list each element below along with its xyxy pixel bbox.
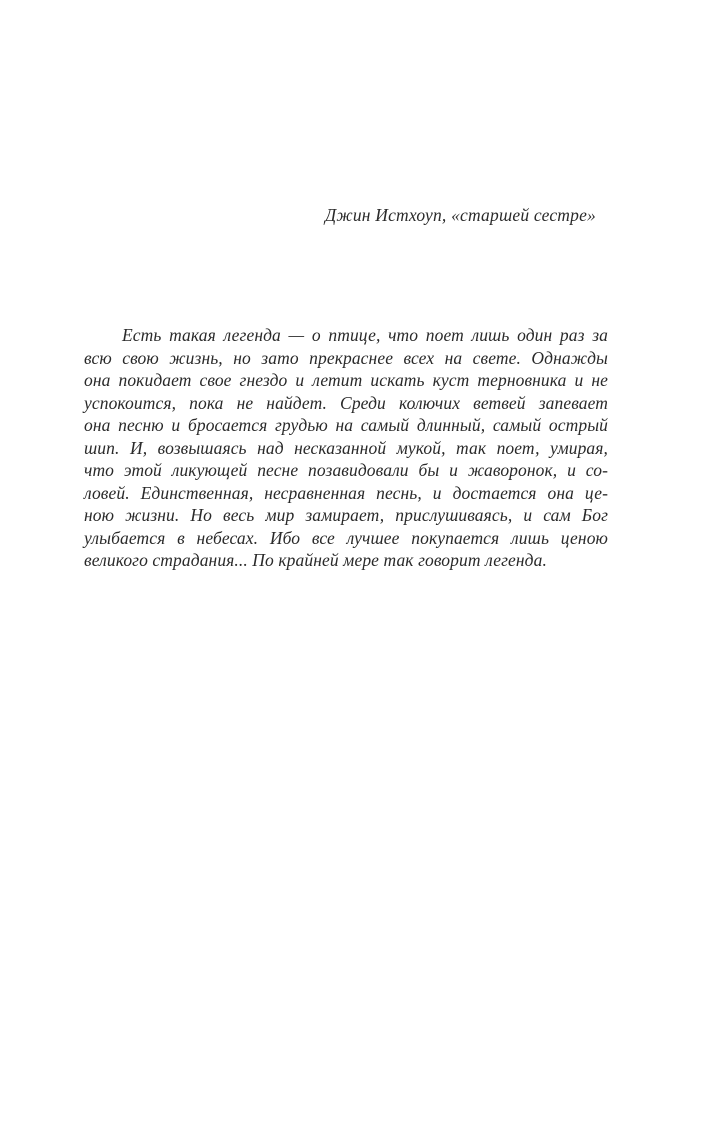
epigraph-line: шип. И, возвышаясь над несказанной мукой, так поет, умирая,	[84, 437, 608, 458]
epigraph-line: она покидает свое гнездо и летит искать куст терновника и не	[84, 370, 608, 390]
epigraph-paragraph	[84, 324, 608, 572]
epigraph-line: ною жизни. Но весь мир замирает, прислушиваясь, и сам Бог	[84, 505, 608, 525]
dedication-line: Джин Истхоуп, «старшей сестре»	[325, 205, 596, 225]
epigraph-line: она песню и бросается грудью на самый длинный, самый острый	[84, 415, 608, 435]
epigraph-line: великого страдания... По крайней мере так говорит легенда.	[84, 550, 547, 570]
epigraph-line: успокоится, пока не найдет. Среди колючих ветвей запевает	[84, 392, 608, 413]
epigraph-line: что этой ликующей песне позавидовали бы и жаворонок, и со-	[84, 460, 608, 480]
epigraph-line: ловей. Единственная, несравненная песнь, и достается она це-	[84, 482, 608, 503]
epigraph-line: всю свою жизнь, но зато прекраснее всех на свете. Однажды	[84, 347, 608, 368]
epigraph-line: Есть такая легенда — о птице, что поет лишь один раз за	[122, 325, 608, 345]
epigraph-line: улыбается в небесах. Ибо все лучшее покупается лишь ценою	[84, 527, 608, 548]
